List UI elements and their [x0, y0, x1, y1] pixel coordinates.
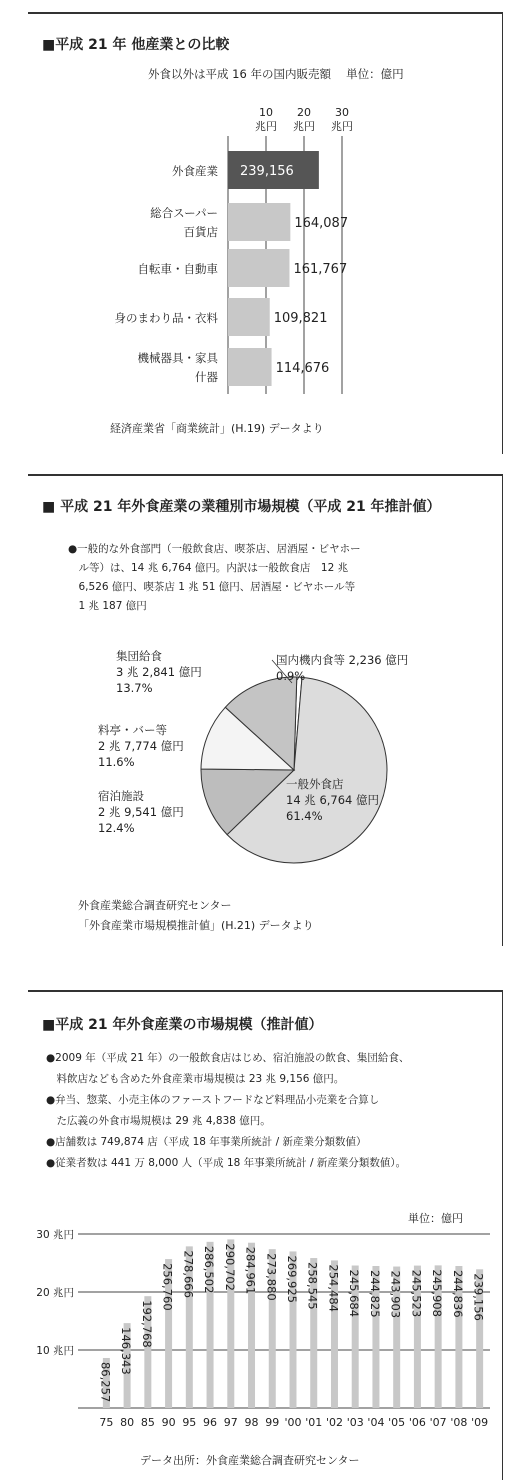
- bar-value-label: 273,880: [264, 1253, 279, 1301]
- x-tick-label: 80: [120, 1416, 135, 1429]
- bar-value-label: 146,343: [119, 1327, 134, 1375]
- bar: [228, 298, 270, 336]
- x-tick-label: '00: [284, 1416, 302, 1429]
- category-label: 什器: [195, 370, 218, 384]
- panel1-source: 経済産業省「商業統計」(H.19) データより: [110, 422, 324, 435]
- bullet-line: ●一般的な外食部門（一般飲食店、喫茶店、居酒屋・ビヤホー: [68, 543, 361, 555]
- bar: [228, 348, 272, 386]
- panel1-subtitle: 外食以外は平成 16 年の国内販売額 単位：億円: [148, 67, 404, 81]
- slice-amount: 2 兆 7,774 億円: [98, 739, 184, 753]
- x-tick-label: 97: [223, 1416, 238, 1429]
- x-tick-label: '02: [325, 1416, 343, 1429]
- x-tick-label: '03: [346, 1416, 364, 1429]
- x-tick-label: 75: [99, 1416, 114, 1429]
- x-tick-unit: 兆円: [331, 120, 353, 133]
- y-tick-label: 10 兆円: [36, 1345, 74, 1357]
- bar-value-label: 114,676: [275, 361, 330, 376]
- slice-amount: 14 兆 6,764 億円: [286, 793, 380, 807]
- x-tick-value: 30: [335, 106, 349, 119]
- bar-value-label: 284,961: [243, 1246, 258, 1295]
- bar-value-label: 239,156: [240, 164, 294, 179]
- y-tick-label: 20 兆円: [36, 1287, 74, 1299]
- slice-label: 宿泊施設: [98, 789, 144, 803]
- industry-comparison-panel: [28, 12, 503, 454]
- x-tick-label: '06: [408, 1416, 426, 1429]
- slice-pct: 13.7%: [116, 681, 153, 695]
- bullet-line: ル等）は、14 兆 6,764 億円。内訳は一般飲食店 12 兆: [68, 562, 349, 574]
- bar: [228, 203, 290, 241]
- bar-value-label: 258,545: [305, 1262, 320, 1310]
- category-label: 総合スーパー: [150, 206, 218, 220]
- x-tick-label: 85: [140, 1416, 155, 1429]
- bar-value-label: 278,666: [181, 1250, 196, 1298]
- bar-value-label: 245,908: [430, 1269, 445, 1317]
- bar-value-label: 256,760: [160, 1263, 175, 1311]
- panel1-title: ■平成 21 年 他産業との比較: [42, 37, 230, 53]
- bullet-line: ●店舗数は 749,874 店（平成 18 年事業所統計 / 新産業分類数値）: [46, 1136, 367, 1148]
- category-label: 機械器具・家具: [137, 351, 218, 365]
- x-tick-label: '08: [450, 1416, 468, 1429]
- slice-label: 一般外食店: [286, 777, 344, 791]
- x-tick-unit: 兆円: [293, 120, 315, 133]
- x-tick-label: '07: [429, 1416, 447, 1429]
- category-label: 自転車・自動車: [137, 262, 218, 276]
- x-tick-value: 20: [297, 106, 311, 119]
- bullet-line: ●弁当、惣菜、小売主体のファーストフードなど料理品小売業を合算し: [46, 1094, 380, 1106]
- market-size-panel: [28, 990, 503, 1480]
- x-tick-value: 10: [259, 106, 273, 119]
- slice-amount: 2 兆 9,541 億円: [98, 805, 184, 819]
- slice-label: 料亭・バー等: [98, 723, 167, 737]
- bullet-line: 料飲店なども含めた外食産業市場規模は 23 兆 9,156 億円。: [46, 1073, 345, 1085]
- bar-value-label: 245,684: [347, 1269, 362, 1318]
- slice-label: 集団給食: [116, 649, 162, 663]
- bar-value-label: 244,825: [367, 1270, 382, 1318]
- category-label: 外食産業: [172, 164, 218, 178]
- source-line: 「外食産業市場規模推計値」(H.21) データより: [78, 919, 314, 932]
- slice-pct: 61.4%: [286, 809, 323, 823]
- bullet-line: 6,526 億円、喫茶店 1 兆 51 億円、居酒屋・ビヤホール等: [68, 581, 356, 593]
- bar-value-label: 245,523: [409, 1269, 424, 1318]
- x-tick-label: 98: [244, 1416, 259, 1429]
- market-size-chart: [28, 1222, 502, 1442]
- panel2-bullet: [68, 540, 361, 616]
- bar-value-label: 290,702: [222, 1243, 237, 1291]
- bar-value-label: 161,767: [293, 262, 348, 277]
- bullet-line: ●2009 年（平成 21 年）の一般飲食店はじめ、宿泊施設の飲食、集団給食、: [46, 1052, 410, 1064]
- bar: [228, 249, 289, 287]
- bar-value-label: 269,925: [285, 1255, 299, 1304]
- panel3-title: ■平成 21 年外食産業の市場規模（推計値）: [42, 1017, 323, 1033]
- panel3-bullets: [46, 1048, 409, 1174]
- slice-label: 国内機内食等 2,236 億円: [276, 653, 409, 667]
- segment-pie-chart: [28, 638, 502, 898]
- bar-value-label: 254,484: [326, 1264, 341, 1312]
- x-tick-label: 99: [265, 1416, 280, 1429]
- segment-market-panel: [28, 474, 503, 946]
- slice-pct: 11.6%: [98, 755, 135, 769]
- x-tick-label: 90: [161, 1416, 176, 1429]
- x-tick-label: '05: [388, 1416, 406, 1429]
- slice-pct: 0.9%: [276, 669, 306, 683]
- bar-value-label: 286,502: [202, 1245, 217, 1294]
- panel2-source: [78, 896, 314, 936]
- category-label: 百貨店: [183, 225, 218, 239]
- x-tick-label: '09: [471, 1416, 489, 1429]
- bar-value-label: 164,087: [294, 216, 349, 231]
- slice-amount: 3 兆 2,841 億円: [116, 665, 202, 679]
- bar-value-label: 243,903: [388, 1270, 403, 1319]
- slice-pct: 12.4%: [98, 821, 135, 835]
- x-tick-unit: 兆円: [255, 120, 277, 133]
- x-tick-label: 96: [203, 1416, 218, 1429]
- bar-value-label: 192,768: [139, 1300, 154, 1348]
- panel3-source: データ出所：外食産業総合調査研究センター: [140, 1454, 360, 1467]
- panel3-unit: 単位：億円: [408, 1212, 463, 1225]
- bullet-line: ●従業者数は 441 万 8,000 人（平成 18 年事業所統計 / 新産業分類数値）。: [46, 1157, 407, 1169]
- bar-value-label: 86,257: [98, 1361, 113, 1403]
- y-tick-label: 30 兆円: [36, 1229, 74, 1241]
- panel2-title: ■ 平成 21 年外食産業の業種別市場規模（平成 21 年推計値）: [42, 499, 441, 515]
- source-line: 外食産業総合調査研究センター: [78, 899, 232, 912]
- bullet-line: 1 兆 187 億円: [68, 600, 147, 612]
- x-tick-label: '04: [367, 1416, 385, 1429]
- industry-comparison-chart: [28, 102, 502, 432]
- bar-value-label: 239,156: [471, 1273, 486, 1321]
- bar-value-label: 109,821: [273, 311, 328, 326]
- category-label: 身のまわり品・衣料: [114, 311, 218, 325]
- x-tick-label: '01: [305, 1416, 323, 1429]
- bar-value-label: 244,836: [450, 1269, 465, 1318]
- bullet-line: た広義の外食市場規模は 29 兆 4,838 億円。: [46, 1115, 271, 1127]
- x-tick-label: 95: [182, 1416, 197, 1429]
